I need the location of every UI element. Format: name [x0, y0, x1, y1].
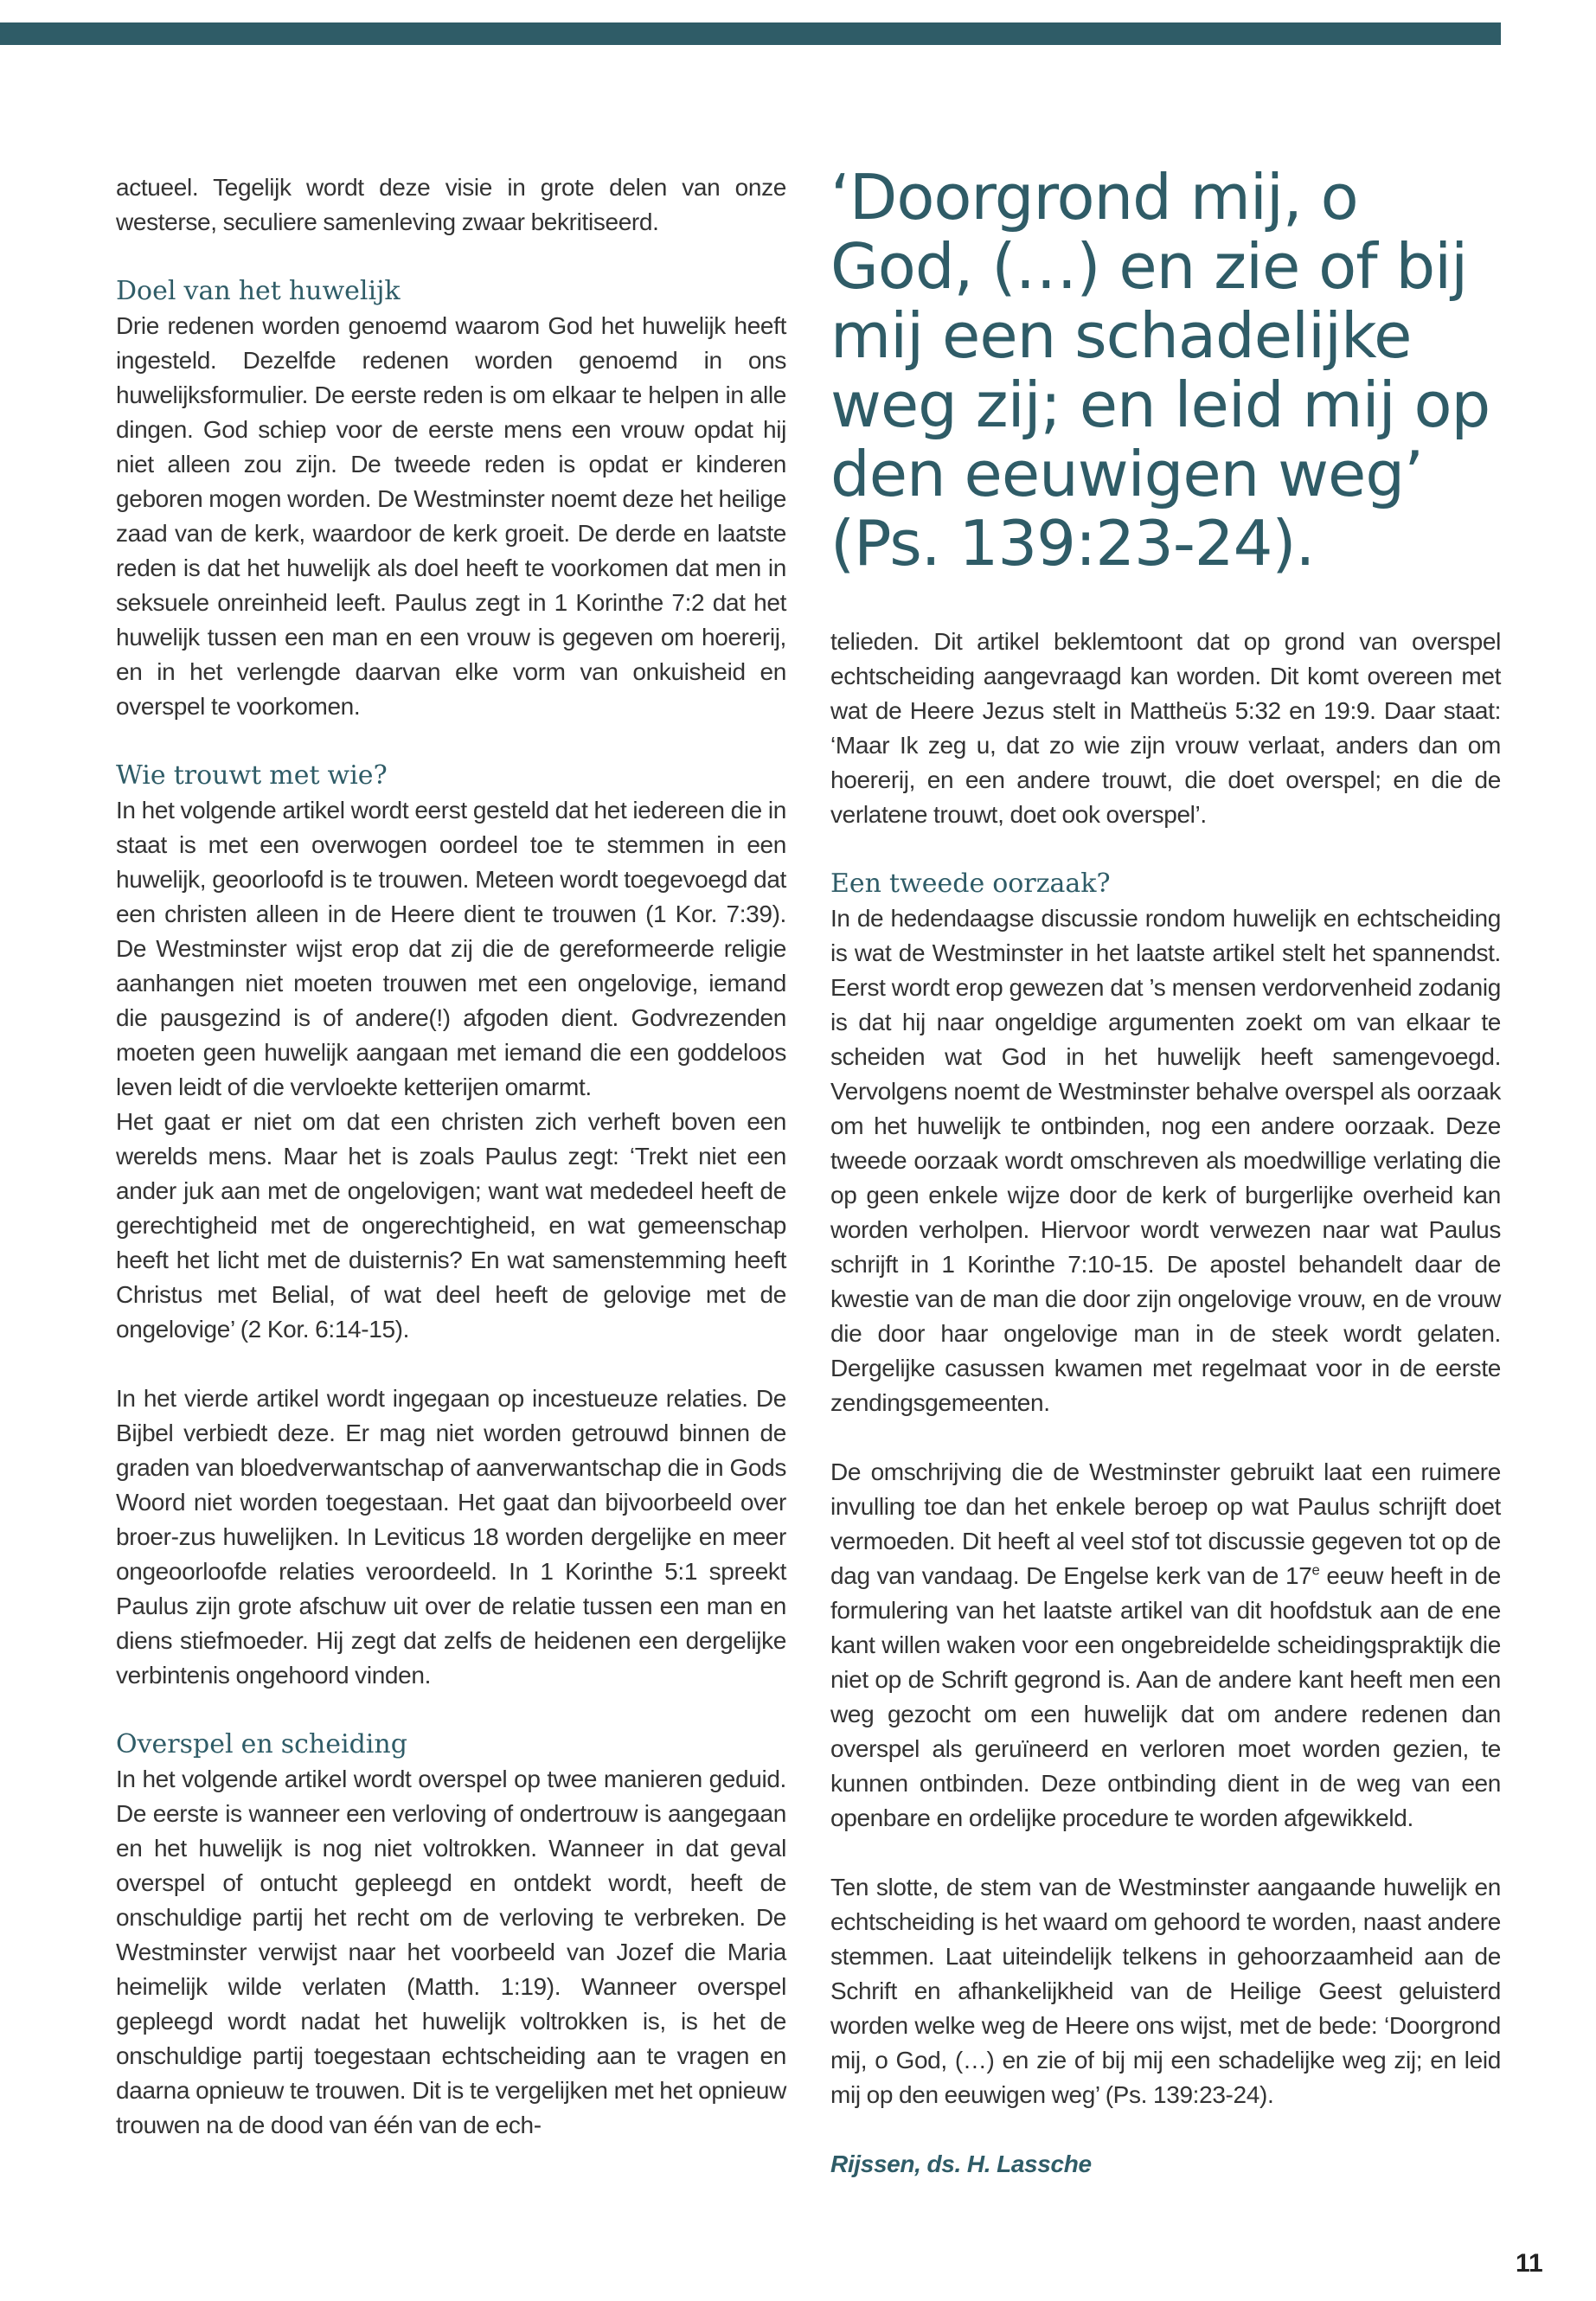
author-signature: Rijssen, ds. H. Lassche	[830, 2150, 1092, 2177]
left-column	[116, 170, 786, 2143]
heading-overspel-en-scheiding: Overspel en scheiding	[116, 1729, 407, 1759]
paragraph-wie-2: Het gaat er niet om dat een christen zich verheft boven een werelds mens. Maar het is zoals Paulus zegt: ‘Trekt niet een ander juk aan met de ongelovigen; want wat mededeel heeft de gerechtigheid met de ongerechtigheid, en wat gemeenschap heeft het licht met de duisternis? En wat samenstemming heeft Christus met Belial, of wat deel heeft de gelovige met de ongelovige’ (2 Kor. 6:14-15).	[116, 1108, 786, 1343]
header-accent-bar	[0, 22, 1501, 45]
page-number: 11	[1516, 2249, 1543, 2278]
heading-een-tweede-oorzaak: Een tweede oorzaak?	[830, 868, 1111, 899]
heading-doel-van-het-huwelijk: Doel van het huwelijk	[116, 276, 401, 306]
paragraph-vierde-artikel: In het vierde artikel wordt ingegaan op incestueuze relaties. De Bijbel verbiedt deze. Er mag niet worden getrouwd binnen de graden van bloedverwantschap of aanverwantschap die in Gods Woord niet worden toegestaan. Het gaat dan bijvoorbeeld over broer-zus huwelijken. In Leviticus 18 worden dergelijke en meer ongeoorloofde relaties veroordeeld. In 1 Korinthe 5:1 spreekt Paulus zijn grote afschuw uit over de relatie tussen een man en diens stiefmoeder. Hij zegt dat zelfs de heidenen een dergelijke verbintenis ongehoord vinden.	[116, 1385, 786, 1689]
paragraph-doel: Drie redenen worden genoemd waarom God het huwelijk heeft ingesteld. Dezelfde redenen worden genoemd in ons huwelijksformulier. De eerste reden is om elkaar te helpen in alle dingen. God schiep voor de eerste mens een vrouw opdat hij niet alleen zou zijn. De tweede reden is opdat er kinderen geboren mogen worden. De Westminster noemt deze het heilige zaad van de kerk, waardoor de kerk groeit. De derde en laatste reden is dat het huwelijk als doel heeft te voorkomen dat men in seksuele onreinheid leeft. Paulus zegt in 1 Korinthe 7:2 dat het huwelijk tussen een man en een vrouw is gegeven om hoererij, en in het verlengde daarvan elke vorm van onkuisheid en overspel te voorkomen.	[116, 312, 786, 720]
paragraph-omschrijving-part-b: eeuw heeft in de formulering van het laatste artikel van dit hoofdstuk aan de ene kant willen waken voor een ongebreidelde scheidingspraktijk die niet op de Schrift gegrond is. Aan de andere kant heeft men een weg gezocht om een huwelijk dat om andere redenen dan overspel als geruïneerd en verloren moet worden gezien, te kunnen ontbinden. Deze ontbinding dient in de weg van een openbare en ordelijke procedure te worden afgewikkeld.	[830, 1562, 1501, 1831]
paragraph-omschrijving	[830, 1455, 1501, 1836]
paragraph-omschrijving-part-a: De omschrijving die de Westminster gebruikt laat een ruimere invulling toe dan het enkele beroep op wat Paulus schrijft doet vermoeden. Dit heeft al veel stof tot discussie gegeven tot op de dag van vandaag. De Engelse kerk van de 17	[830, 1458, 1501, 1589]
paragraph-intro: actueel. Tegelijk wordt deze visie in grote delen van onze westerse, seculiere samenleving zwaar bekritiseerd.	[116, 174, 786, 235]
paragraph-ten-slotte: Ten slotte, de stem van de Westminster aangaande huwelijk en echtscheiding is het waard om gehoord te worden, naast andere stemmen. Laat uiteindelijk telkens in gehoorzaamheid aan de Schrift en afhankelijkheid van de Heilige Geest geluisterd worden welke weg de Heere ons wijst, met de bede: ‘Doorgrond mij, o God, (…) en zie of bij mij een schadelijke weg zij; en leid mij op den eeuwigen weg’ (Ps. 139:23-24).	[830, 1874, 1501, 2108]
paragraph-tweede-oorzaak: In de hedendaagse discussie rondom huwelijk en echtscheiding is wat de Westminster in het laatste artikel stelt het spannendst. Eerst wordt erop gewezen dat ’s mensen verdorvenheid zodanig is dat hij naar ongeldige argumenten zoekt om van elkaar te scheiden wat God in het huwelijk heeft samengevoegd. Vervolgens noemt de Westminster behalve overspel als oorzaak om het huwelijk te ontbinden, nog een andere oorzaak. Deze tweede oorzaak wordt omschreven als moedwillige verlating die op geen enkele wijze door de kerk of burgerlijke overheid kan worden verholpen. Hiervoor wordt verwezen naar wat Paulus schrijft in 1 Korinthe 7:10-15. De apostel behandelt daar de kwestie van de man die door zijn ongelovige vrouw, en de vrouw die door haar ongelovige man in de steek wordt gelaten. Dergelijke casussen kwamen met regelmaat voor in de eerste zendingsgemeenten.	[830, 905, 1501, 1416]
right-column	[830, 625, 1501, 2182]
superscript-e: e	[1311, 1561, 1320, 1579]
paragraph-continuation: telieden. Dit artikel beklemtoont dat op grond van overspel echtscheiding aangevraagd kan worden. Dit komt overeen met wat de Heere Jezus stelt in Mattheüs 5:32 en 19:9. Daar staat: ‘Maar Ik zeg u, dat zo wie zijn vrouw verlaat, anders dan om hoererij, en een andere trouwt, die doet overspel; en die de verlatene trouwt, doet ook overspel’.	[830, 628, 1501, 828]
paragraph-wie-1: In het volgende artikel wordt eerst gesteld dat het iedereen die in staat is met een overwogen oordeel toe te stemmen in een huwelijk, geoorloofd is te trouwen. Meteen wordt toegevoegd dat een christen alleen in de Heere dient te trouwen (1 Kor. 7:39). De Westminster wijst erop dat zij die de gereformeerde religie aanhangen niet moeten trouwen met een ongelovige, iemand die pausgezind is of andere(!) afgoden dient. Godvrezenden moeten geen huwelijk aangaan met iemand die een goddeloos leven leidt of die vervloekte ketterijen omarmt.	[116, 797, 786, 1100]
pull-quote: ‘Doorgrond mij, o God, (…) en zie of bij mij een schadelijke weg zij; en leid mij op den eeuwigen weg’ (Ps. 139:23-24).	[830, 161, 1490, 580]
paragraph-overspel: In het volgende artikel wordt overspel op twee manieren geduid. De eerste is wanneer een verloving of ondertrouw is aangegaan en het huwelijk is nog niet voltrokken. Wanneer in dat geval overspel of ontucht gepleegd en ontdekt wordt, heeft de onschuldige partij het recht om de verloving te verbreken. De Westminster verwijst naar het voorbeeld van Jozef die Maria heimelijk wilde verlaten (Matth. 1:19). Wanneer overspel gepleegd wordt nadat het huwelijk voltrokken is, is het de onschuldige partij toegestaan echtscheiding aan te vragen en daarna opnieuw te trouwen. Dit is te vergelijken met het opnieuw trouwen na de dood van één van de ech-	[116, 1766, 786, 2138]
heading-wie-trouwt-met-wie: Wie trouwt met wie?	[116, 760, 388, 791]
